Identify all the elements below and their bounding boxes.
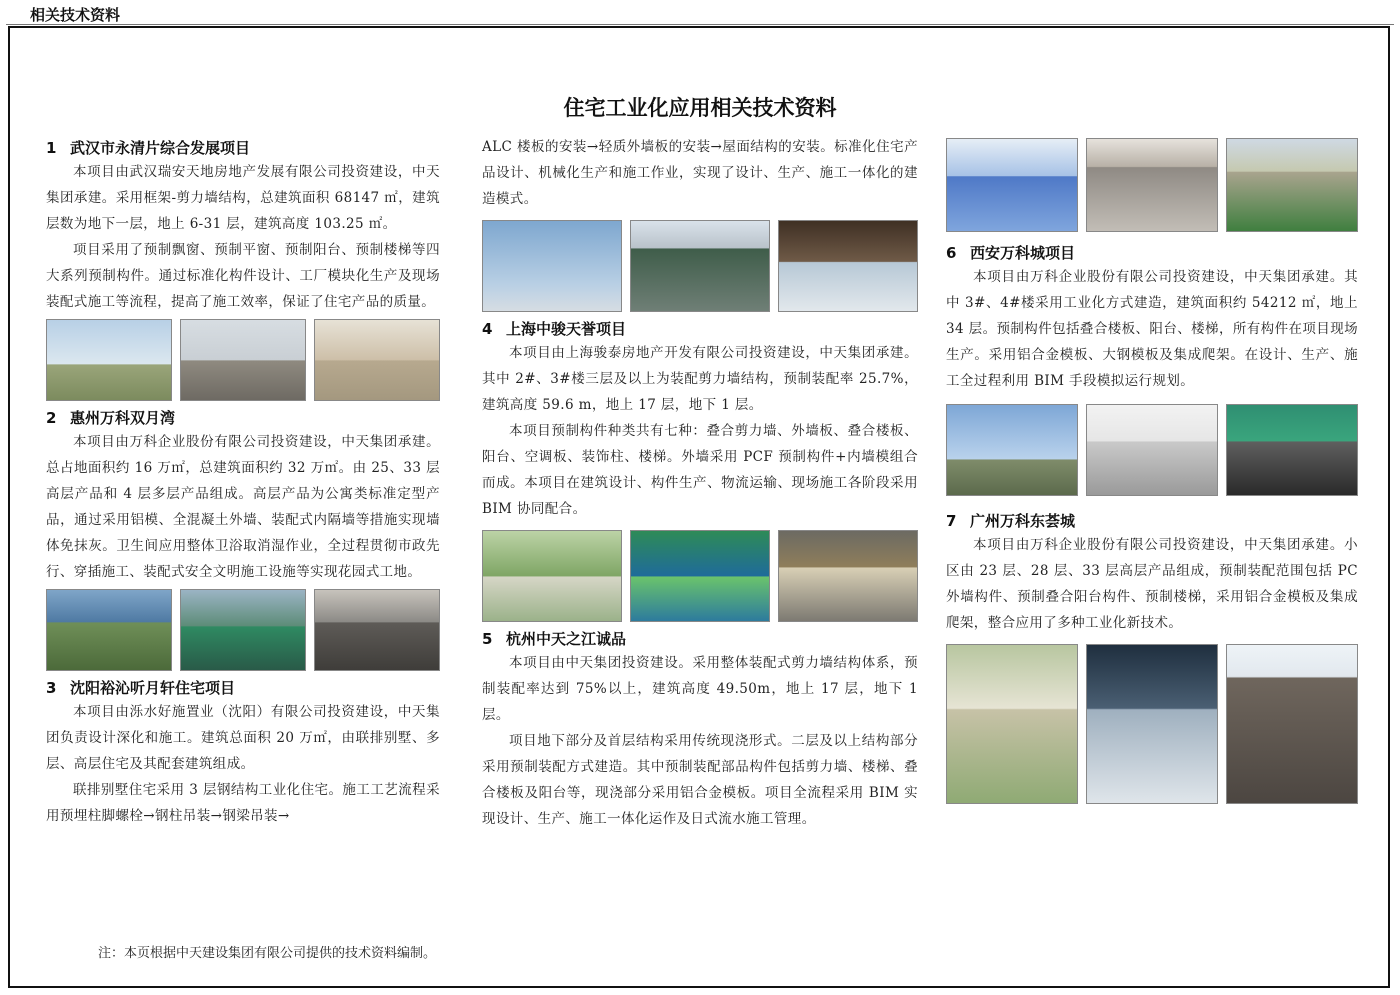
section-6-para-1: 本项目由万科企业股份有限公司投资建设，中天集团承建。其中 3#、4#楼采用工业化方式建造，建筑面积约 54212 ㎡，地上 34 层。预制构件包括叠合楼板、阳台、楼梯，所有构件在项目现场生产。采用铝合金模板、大钢模板及集成爬架。在设计、生产、施工全过程利用 BIM 手段模拟运行规划。: [946, 269, 1358, 389]
column-1: [46, 137, 440, 829]
photo-wuhan-precast: [180, 319, 306, 401]
photo-xian-factory: [1226, 404, 1358, 496]
section-2-photos: [46, 589, 440, 671]
section-1-para-2: 项目采用了预制飘窗、预制平窗、预制阳台、预制楼梯等四大系列预制构件。通过标准化构件设计、工厂模块化生产及现场装配式施工等流程，提高了施工效率，保证了住宅产品的质量。: [46, 242, 440, 310]
section-2-para-1: 本项目由万科企业股份有限公司投资建设，中天集团承建。总占地面积约 16 万㎡，总建筑面积约 32 万㎡。由 25、33 层高层产品和 4 层多层产品组成。高层产品为公寓类标准定型产品，通过采用铝模、全混凝土外墙、装配式内隔墙等措施实现墙体免抹灰。卫生间应用整体卫浴取消湿作业，全过程贯彻市政先行、穿插施工、装配式安全文明施工设施等实现花园式工地。: [46, 434, 440, 580]
section-5-para-1: 本项目由中天集团投资建设。采用整体装配式剪力墙结构体系，预制装配率达到 75%以上，建筑高度 49.50m，地上 17 层，地下 1 层。: [482, 655, 918, 723]
section-4-title: 4 上海中骏天誉项目: [482, 320, 627, 338]
section-3-para-2: 联排别墅住宅采用 3 层钢结构工业化住宅。施工工艺流程采用预埋柱脚螺栓→钢柱吊装→钢梁吊装→: [46, 782, 440, 824]
photo-shanghai-bim: [630, 530, 770, 622]
photo-xian-model: [1086, 404, 1218, 496]
photo-huizhou-tower: [314, 589, 440, 671]
section-1-photos: [46, 319, 440, 401]
column-3: [946, 138, 1358, 810]
section-5-title: 5 杭州中天之江诚品: [482, 630, 627, 648]
section-7-para-1: 本项目由万科企业股份有限公司投资建设，中天集团承建。小区由 23 层、28 层、33 层高层产品组成，预制装配范围包括 PC 外墙构件、预制叠合阳台构件、预制楼梯，采用铝合金模板及集成爬架，整合应用了多种工业化新技术。: [946, 537, 1358, 631]
photo-shanghai-masterplan: [482, 530, 622, 622]
photo-guangzhou-facade: [1086, 644, 1218, 804]
section-6-title: 6 西安万科城项目: [946, 244, 1076, 262]
photo-guangzhou-aerial: [946, 644, 1078, 804]
section-1-title: 1 武汉市永清片综合发展项目: [46, 139, 251, 157]
photo-huizhou-construction: [180, 589, 306, 671]
photo-shenyang-roof: [778, 220, 918, 312]
section-3-title: 3 沈阳裕沁听月轩住宅项目: [46, 679, 236, 697]
photo-shenyang-steel-frame: [630, 220, 770, 312]
photo-guangzhou-tower: [1226, 644, 1358, 804]
photo-hangzhou-building: [1226, 138, 1358, 232]
section-3-photos: [482, 220, 918, 312]
header-tag: 相关技术资料: [30, 6, 121, 24]
section-2-title: 2 惠州万科双月湾: [46, 409, 176, 427]
photo-hangzhou-bim-model: [946, 138, 1078, 232]
section-7-title: 7 广州万科东荟城: [946, 512, 1076, 530]
section-1-para-1: 本项目由武汉瑞安天地房地产发展有限公司投资建设，中天集团承建。采用框架-剪力墙结构，总建筑面积 68147 ㎡，建筑层数为地下一层，地上 6-31 层，建筑高度 103.25 ㎡。: [46, 164, 440, 232]
page-title: 住宅工业化应用相关技术资料: [563, 96, 837, 120]
section-3-para-1: 本项目由泺水好施置业（沈阳）有限公司投资建设，中天集团负责设计深化和施工。建筑总面积 20 万㎡，由联排别墅、多层、高层住宅及其配套建筑组成。: [46, 704, 440, 772]
section-4-para-1: 本项目由上海骏泰房地产开发有限公司投资建设，中天集团承建。其中 2#、3#楼三层及以上为装配剪力墙结构，预制装配率 25.7%，建筑高度 59.6 m，地上 17 层，地下 1 层。: [482, 345, 918, 413]
header-rule: [6, 24, 1394, 25]
photo-hangzhou-formwork: [1086, 138, 1218, 232]
photo-shenyang-crane: [482, 220, 622, 312]
photo-wuhan-aerial: [46, 319, 172, 401]
section-5-photos: [946, 138, 1358, 232]
photo-huizhou-site: [46, 589, 172, 671]
photo-wuhan-facade: [314, 319, 440, 401]
section-4-photos: [482, 530, 918, 622]
section-6-photos: [946, 404, 1358, 496]
section-7-photos: [946, 644, 1358, 804]
section-5-para-2: 项目地下部分及首层结构采用传统现浇形式。二层及以上结构部分采用预制装配方式建造。其中预制装配部品构件包括剪力墙、楼梯、叠合楼板及阳台等，现浇部分采用铝合金模板。项目全流程采用 BIM 实现设计、生产、施工一体化运作及日式流水施工管理。: [482, 733, 918, 827]
section-3-continued: ALC 楼板的安装→轻质外墙板的安装→屋面结构的安装。标准化住宅产品设计、机械化生产和施工作业，实现了设计、生产、施工一体化的建造模式。: [482, 139, 918, 207]
photo-shanghai-components: [778, 530, 918, 622]
photo-xian-towers: [946, 404, 1078, 496]
section-4-para-2: 本项目预制构件种类共有七种：叠合剪力墙、外墙板、叠合楼板、阳台、空调板、装饰柱、楼梯。外墙采用 PCF 预制构件+内墙模组合而成。本项目在建筑设计、构件生产、物流运输、现场施工各阶段采用 BIM 协同配合。: [482, 423, 918, 517]
column-2: [482, 134, 918, 832]
footnote: 注：本页根据中天建设集团有限公司提供的技术资料编制。: [98, 946, 437, 961]
